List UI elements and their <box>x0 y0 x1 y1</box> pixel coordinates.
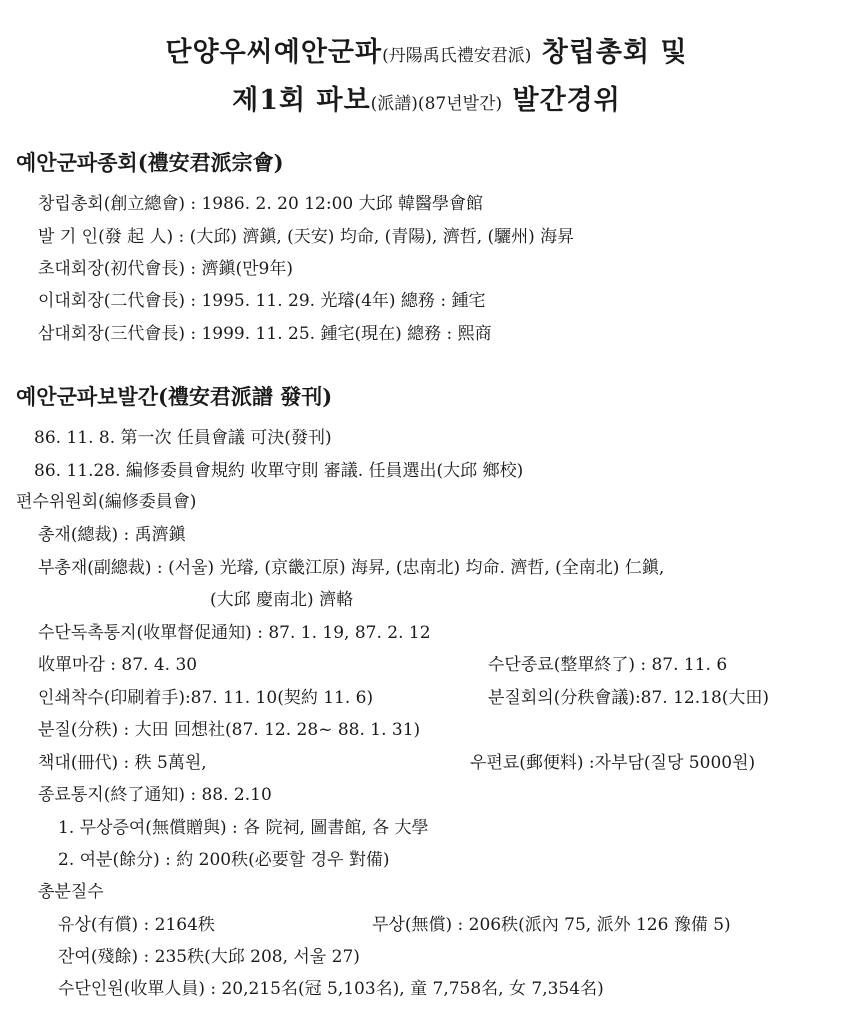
founding-line: 창립총회(創立總會) : 1986. 2. 20 12:00 大邱 韓醫學會館 <box>38 194 484 214</box>
title-end-text-2: 발간경위 <box>512 85 621 116</box>
upyeon-line: 우편료(郵便料) :자부담(질당 5000원) <box>470 753 756 773</box>
bunjil-line: 분질(分秩) : 大田 回想社(87. 12. 28~ 88. 1. 31) <box>38 720 421 740</box>
chaksu-line: 인쇄착수(印刷着手):87. 11. 10(契約 11. 6) <box>38 688 374 708</box>
chongjae-line: 총재(總裁) : 禹濟鎭 <box>38 525 186 545</box>
musang-line: 무상(無償) : 206秩(派內 75, 派外 126 豫備 5) <box>372 915 731 935</box>
section-heading-jonghoe: 예안군파종회(禮安君派宗會) <box>16 150 284 175</box>
main-title-line-1 <box>0 30 853 69</box>
initiators-line: 발 기 인(發 起 人) : (大邱) 濟鎭, (天安) 均命, (青陽), 濟哲, (驪州) 海昇 <box>38 227 575 247</box>
chairman-2-line: 이대회장(二代會長) : 1995. 11. 29. 光璿(4年) 總務 : 鍾宅 <box>38 291 486 311</box>
item-2-line: 2. 여분(餘分) : 約 200秩(必要할 경우 對備) <box>58 850 390 870</box>
jongryo-line: 수단종료(整單終了) : 87. 11. 6 <box>488 655 728 675</box>
janyeo-line: 잔여(殘餘) : 235秩(大邱 208, 서울 27) <box>58 947 360 967</box>
buchongjae-cont-line: (大邱 慶南北) 濟輅 <box>210 590 354 610</box>
hoeui-line: 분질회의(分秩會議):87. 12.18(大田) <box>488 688 770 708</box>
section-heading-bogan: 예안군파보발간(禮安君派譜 發刊) <box>16 384 333 409</box>
committee-heading: 편수위원회(編修委員會) <box>16 492 197 512</box>
chongbun-heading: 총분질수 <box>38 882 104 902</box>
yusang-line: 유상(有償) : 2164秩 <box>58 915 215 935</box>
main-title-line-2 <box>0 78 853 117</box>
chaekdae-line: 책대(冊代) : 秩 5萬원, <box>38 753 207 773</box>
magam-line: 收單마감 : 87. 4. 30 <box>38 655 198 675</box>
meeting-1-line: 86. 11. 8. 第一次 任員會議 可決(發刊) <box>34 428 332 448</box>
title-main-text: 단양우씨예안군파 <box>165 37 383 68</box>
item-1-line: 1. 무상증여(無償贈與) : 各 院祠, 圖書館, 各 大學 <box>58 818 429 838</box>
chairman-3-line: 삼대회장(三代會長) : 1999. 11. 25. 鍾宅(現在) 總務 : 熙商 <box>38 324 492 344</box>
tongji-line: 종료통지(終了通知) : 88. 2.10 <box>38 785 272 805</box>
title-main-text-2: 제1회 파보 <box>232 85 371 116</box>
title-hanja-text: (丹陽禹氏禮安君派) <box>382 46 532 66</box>
buchongjae-line: 부총재(副總裁) : (서울) 光璿, (京畿江原) 海昇, (忠南北) 均命. 濟哲, (全南北) 仁鎭, <box>38 558 665 578</box>
meeting-2-line: 86. 11.28. 編修委員會規約 收單守則 審議. 任員選出(大邱 鄉校) <box>34 461 524 481</box>
title-end-text: 창립총회 및 <box>541 37 688 68</box>
chairman-1-line: 초대회장(初代會長) : 濟鎭(만9年) <box>38 259 293 279</box>
dokchok-line: 수단독촉통지(收單督促通知) : 87. 1. 19, 87. 2. 12 <box>38 623 431 643</box>
title-hanja-text-2: (派譜)(87년발간) <box>370 94 503 114</box>
indan-line: 수단인원(收單人員) : 20,215名(冠 5,103名), 童 7,758名, 女 7,354名) <box>58 979 604 999</box>
